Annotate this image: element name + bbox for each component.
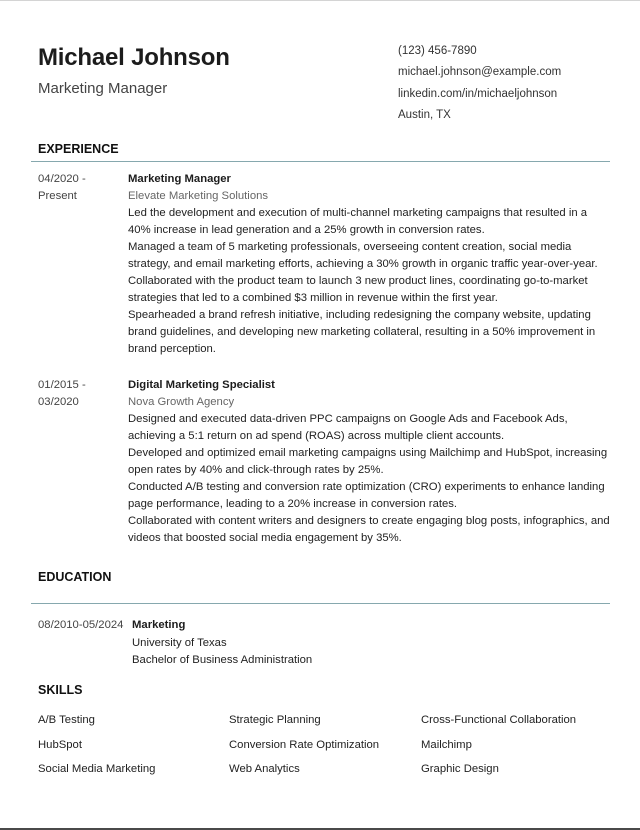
skill-item: Graphic Design	[421, 763, 499, 775]
page-top-border	[0, 0, 640, 1]
skill-item: Cross-Functional Collaboration	[421, 714, 577, 726]
education-divider	[31, 603, 610, 604]
job-body	[128, 377, 610, 547]
job-title: Marketing Manager	[128, 173, 231, 185]
job-bullet: Collaborated with the product team to launch 3 new product lines, coordinating go-to-market strategies that led to a combined $3 million in revenue within the first year.	[128, 275, 588, 304]
skill-item: Web Analytics	[229, 763, 300, 775]
job-bullet: Conducted A/B testing and conversion rate optimization (CRO) experiments to enhance landing page performance, leading to a 20% increase in conversion rates.	[128, 481, 605, 510]
education-heading: EDUCATION	[38, 570, 112, 584]
job-bullet: Collaborated with content writers and designers to create engaging blog posts, infographics, and videos that boosted social media engagement by 35%.	[128, 515, 610, 544]
skill-item: Mailchimp	[421, 739, 472, 751]
job-dates	[38, 171, 122, 205]
education-degree: Bachelor of Business Administration	[132, 654, 313, 666]
contact-block	[398, 44, 561, 129]
contact-email: michael.johnson@example.com	[398, 66, 562, 79]
job-bullet: Developed and optimized email marketing campaigns using Mailchimp and HubSpot, increasing open rates by 40% and click-through rates by 25%.	[128, 447, 608, 476]
job-body	[128, 171, 610, 358]
job-date-end: 03/2020	[38, 396, 79, 408]
contact-linkedin: linkedin.com/in/michaeljohnson	[398, 87, 558, 100]
skill-item: Social Media Marketing	[38, 763, 156, 775]
contact-location: Austin, TX	[398, 108, 451, 121]
job-company: Nova Growth Agency	[128, 396, 235, 408]
job-bullet: Spearheaded a brand refresh initiative, including redesigning the company website, updating brand guidelines, and developing new marketing collateral, resulting in a 50% improvement in brand perception.	[128, 309, 596, 355]
job-date-start: 04/2020 -	[38, 173, 86, 185]
job-bullet: Managed a team of 5 marketing professionals, overseeing content creation, social media strategy, and email marketing efforts, achieving a 30% growth in organic traffic year-over-year.	[128, 241, 598, 270]
education-school: University of Texas	[132, 636, 227, 649]
skill-item: A/B Testing	[38, 714, 95, 726]
education-field: Marketing	[132, 619, 186, 631]
education-dates: 08/2010-05/2024	[38, 619, 124, 631]
job-date-end: Present	[38, 190, 77, 202]
job-bullet: Led the development and execution of multi-channel marketing campaigns that resulted in a 40% increase in lead generation and a 25% growth in conversion rates.	[128, 207, 588, 236]
job-title: Digital Marketing Specialist	[128, 379, 275, 391]
skill-item: Conversion Rate Optimization	[229, 739, 380, 751]
experience-divider	[31, 161, 610, 162]
job-bullet: Designed and executed data-driven PPC campaigns on Google Ads and Facebook Ads, achieving a 5:1 return on ad spend (ROAS) across multiple client accounts.	[128, 413, 568, 442]
job-company: Elevate Marketing Solutions	[128, 190, 269, 202]
job-date-start: 01/2015 -	[38, 379, 86, 391]
skills-heading: SKILLS	[38, 683, 83, 697]
candidate-name: Michael Johnson	[38, 44, 230, 71]
contact-phone: (123) 456-7890	[398, 45, 477, 57]
experience-heading: EXPERIENCE	[38, 142, 119, 156]
skill-item: HubSpot	[38, 739, 82, 751]
skill-item: Strategic Planning	[229, 714, 321, 726]
education-body	[132, 617, 312, 670]
candidate-role: Marketing Manager	[38, 80, 168, 97]
job-dates	[38, 377, 122, 411]
